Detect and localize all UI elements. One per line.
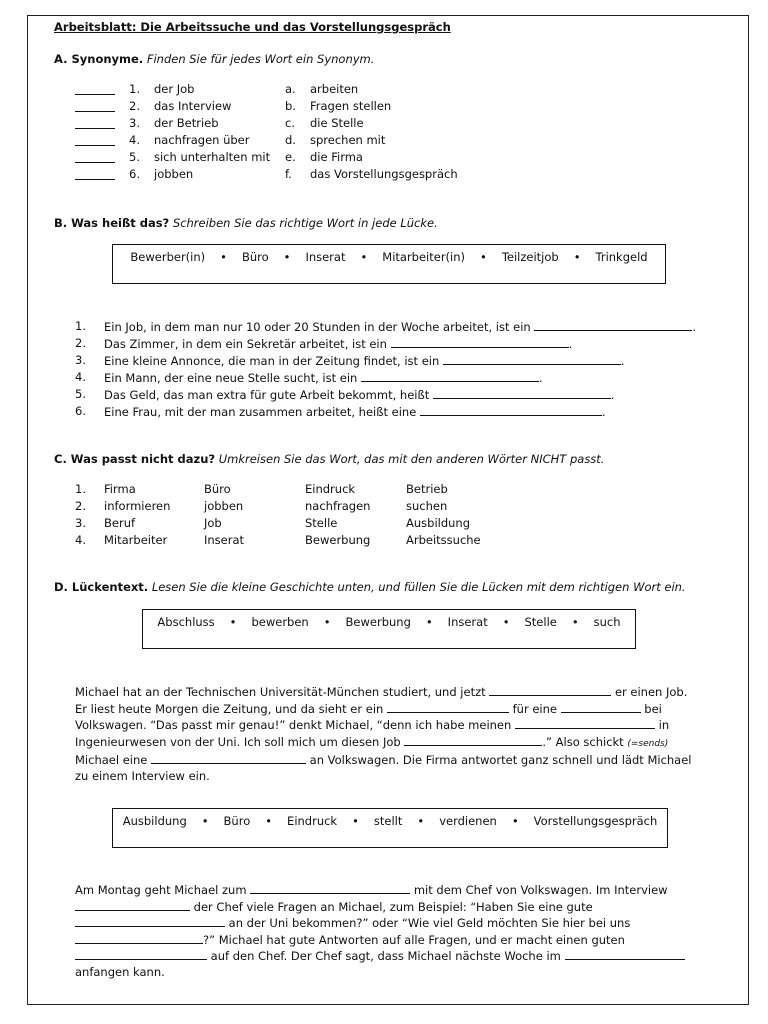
blank[interactable]	[404, 734, 542, 746]
circle-option-word[interactable]: Bewerbung	[305, 533, 371, 547]
bullet-separator: •	[220, 250, 227, 264]
bullet-separator: •	[201, 814, 209, 828]
bullet-separator: •	[571, 615, 579, 629]
item-number: 2.	[129, 99, 140, 113]
circle-option-word[interactable]: Büro	[204, 482, 231, 496]
word-bank-word: Mitarbeiter(in)	[382, 250, 466, 264]
answer-blank[interactable]	[75, 84, 115, 95]
bullet-separator: •	[417, 814, 425, 828]
item-number: 5.	[75, 387, 86, 401]
bullet-separator: •	[229, 615, 237, 629]
option-letter: a.	[285, 82, 296, 96]
word-bank-word: Büro	[241, 250, 269, 264]
word-bank-word: bewerben	[251, 615, 309, 629]
circle-option-word[interactable]: Eindruck	[305, 482, 356, 496]
word-bank-word: Bewerber(in)	[130, 250, 206, 264]
word-bank-word: Eindruck	[287, 814, 338, 828]
option-letter: c.	[285, 116, 295, 130]
section-d-heading	[54, 580, 686, 594]
word-bank-word: Abschluss	[157, 615, 215, 629]
blank[interactable]	[75, 899, 190, 911]
answer-blank[interactable]	[420, 404, 602, 416]
answer-blank[interactable]	[75, 118, 115, 129]
circle-option-word[interactable]: suchen	[406, 499, 448, 513]
blank[interactable]	[151, 752, 306, 764]
circle-option-word[interactable]: Mitarbeiter	[104, 533, 168, 547]
section-b-word-bank	[112, 244, 666, 284]
bullet-separator: •	[573, 250, 581, 264]
item-number: 1.	[129, 82, 140, 96]
option-letter: b.	[285, 99, 296, 113]
section-d-word-bank-2	[112, 808, 668, 848]
answer-blank[interactable]	[361, 370, 539, 382]
answer-blank[interactable]	[75, 169, 115, 180]
section-b-instruction: Schreiben Sie das richtige Wort in jede Lücke.	[172, 216, 438, 230]
bullet-separator: •	[360, 250, 368, 264]
fill-in-sentence: Das Zimmer, in dem ein Sekretär arbeitet, ist ein .	[104, 337, 573, 351]
item-word: der Betrieb	[154, 116, 219, 130]
word-bank-word: Inserat	[447, 615, 488, 629]
row-number: 4.	[75, 533, 86, 547]
word-bank-word: Trinkgeld	[595, 250, 648, 264]
circle-option-word[interactable]: Arbeitssuche	[406, 533, 481, 547]
section-d-word-bank-1	[142, 609, 636, 649]
section-a-heading	[54, 52, 374, 66]
section-d-instruction: Lesen Sie die kleine Geschichte unten, und füllen Sie die Lücken mit dem richtigen Wort ein.	[151, 580, 686, 594]
answer-blank[interactable]	[75, 135, 115, 146]
circle-option-word[interactable]: Job	[204, 516, 222, 530]
answer-blank[interactable]	[433, 387, 611, 399]
page-title: Arbeitsblatt: Die Arbeitssuche und das Vorstellungsgespräch	[54, 20, 451, 34]
option-letter: e.	[285, 150, 296, 164]
word-bank-word: Vorstellungsgespräch	[533, 814, 658, 828]
blank[interactable]	[565, 948, 685, 960]
word-bank-word: verdienen	[439, 814, 497, 828]
circle-option-word[interactable]: informieren	[104, 499, 171, 513]
circle-option-word[interactable]: Beruf	[104, 516, 136, 530]
item-word: jobben	[154, 167, 194, 181]
option-word: die Stelle	[310, 116, 364, 130]
bullet-separator: •	[480, 250, 487, 264]
circle-option-word[interactable]: Firma	[104, 482, 136, 496]
story-paragraph-2: Am Montag geht Michael zum mit dem Chef von Volkswagen. Im Interview der Chef viele Fragen an Michael, zum Beispiel: “Haben Sie eine gute an der Uni bekommen?” oder “Wie viel Geld möchten Sie hier bei uns ?” Michael hat gute Antworten auf alle Fragen, und er macht einen guten auf den Chef. Der Chef sagt, dass Michael nächste Woche im anfangen kann.	[75, 882, 695, 980]
bullet-separator: •	[265, 814, 273, 828]
item-number: 4.	[75, 370, 86, 384]
worksheet-page	[27, 15, 749, 1005]
section-b-label: B. Was heißt das?	[54, 216, 170, 230]
sentence-text: Das Zimmer, in dem ein Sekretär arbeitet, ist ein	[104, 337, 387, 351]
item-word: sich unterhalten mit	[154, 150, 271, 164]
option-letter: d.	[285, 133, 296, 147]
row-number: 2.	[75, 499, 86, 513]
blank[interactable]	[75, 932, 203, 944]
word-bank-word: Stelle	[524, 615, 557, 629]
item-number: 2.	[75, 336, 86, 350]
section-c-heading	[54, 452, 604, 466]
item-number: 4.	[129, 133, 140, 147]
word-bank-word: such	[593, 615, 621, 629]
sentence-text: Das Geld, das man extra für gute Arbeit bekommt, heißt	[104, 388, 430, 402]
blank[interactable]	[250, 882, 410, 894]
fill-in-sentence: Das Geld, das man extra für gute Arbeit bekommt, heißt .	[104, 388, 615, 402]
item-number: 3.	[75, 353, 86, 367]
fill-in-sentence: Ein Job, in dem man nur 10 oder 20 Stunden in der Woche arbeitet, ist ein .	[104, 320, 696, 334]
item-number: 5.	[129, 150, 140, 164]
option-word: die Firma	[310, 150, 363, 164]
bullet-separator: •	[283, 250, 291, 264]
option-word: Fragen stellen	[310, 99, 392, 113]
option-word: das Vorstellungsgespräch	[310, 167, 458, 181]
circle-option-word[interactable]: Inserat	[204, 533, 245, 547]
section-a-label: A. Synonyme.	[54, 52, 144, 66]
blank[interactable]	[75, 948, 207, 960]
word-bank-word: Teilzeitjob	[501, 250, 559, 264]
blank[interactable]	[75, 915, 225, 927]
word-bank-word: Büro	[223, 814, 251, 828]
circle-option-word[interactable]: Stelle	[305, 516, 338, 530]
fill-in-sentence: Eine kleine Annonce, die man in der Zeitung findet, ist ein .	[104, 354, 625, 368]
word-bank-word: stellt	[373, 814, 403, 828]
blank[interactable]	[387, 701, 509, 713]
answer-blank[interactable]	[391, 336, 569, 348]
item-word: nachfragen über	[154, 133, 250, 147]
blank[interactable]	[561, 701, 641, 713]
item-word: der Job	[154, 82, 195, 96]
bullet-separator: •	[511, 814, 519, 828]
circle-option-word[interactable]: jobben	[204, 499, 244, 513]
fill-in-sentence: Ein Mann, der eine neue Stelle sucht, ist ein .	[104, 371, 543, 385]
row-number: 3.	[75, 516, 86, 530]
section-a-instruction: Finden Sie für jedes Wort ein Synonym.	[146, 52, 375, 66]
sentence-text: Eine Frau, mit der man zusammen arbeitet, heißt eine	[104, 405, 417, 419]
option-letter: f.	[285, 167, 292, 181]
sentence-text: Eine kleine Annonce, die man in der Zeitung findet, ist ein	[104, 354, 440, 368]
bullet-separator: •	[323, 615, 331, 629]
section-d-label: D. Lückentext.	[54, 580, 149, 594]
blank[interactable]	[515, 717, 655, 729]
item-number: 3.	[129, 116, 140, 130]
answer-blank[interactable]	[75, 101, 115, 112]
section-b-heading	[54, 216, 438, 230]
word-bank-word: Inserat	[305, 250, 346, 264]
option-word: arbeiten	[310, 82, 359, 96]
bullet-separator: •	[425, 615, 433, 629]
item-number: 1.	[75, 319, 86, 333]
circle-option-word[interactable]: Betrieb	[406, 482, 448, 496]
fill-in-sentence: Eine Frau, mit der man zusammen arbeitet, heißt eine .	[104, 405, 606, 419]
circle-option-word[interactable]: nachfragen	[305, 499, 371, 513]
story-paragraph-1: Michael hat an der Technischen Universität-München studiert, und jetzt er einen Job. Er liest heute Morgen die Zeitung, und da sieht er ein für eine bei Volkswagen. “Das passt mir genau!” denkt Michael, “denn ich habe meinen in Ingenieurwesen von der Uni. Ich soll mich um diesen Job .” Also schickt (=sends) Michael eine an Volkswagen. Die Firma antwortet ganz schnell und lädt Michael zu einem Interview ein.	[75, 685, 692, 783]
bullet-separator: •	[502, 615, 510, 629]
item-number: 6.	[129, 167, 140, 181]
bullet-separator: •	[352, 814, 359, 828]
sentence-text: Ein Mann, der eine neue Stelle sucht, ist ein	[104, 371, 358, 385]
section-c-label: C. Was passt nicht dazu?	[54, 452, 216, 466]
blank[interactable]	[489, 684, 611, 696]
answer-blank[interactable]	[443, 353, 621, 365]
item-word: das Interview	[154, 99, 232, 113]
row-number: 1.	[75, 482, 86, 496]
answer-blank[interactable]	[534, 319, 692, 331]
word-bank-word: Bewerbung	[345, 615, 411, 629]
option-word: sprechen mit	[310, 133, 386, 147]
sentence-text: Ein Job, in dem man nur 10 oder 20 Stunden in der Woche arbeitet, ist ein	[104, 320, 531, 334]
circle-option-word[interactable]: Ausbildung	[406, 516, 471, 530]
answer-blank[interactable]	[75, 152, 115, 163]
item-number: 6.	[75, 404, 86, 418]
word-bank-word: Ausbildung	[122, 814, 187, 828]
section-c-instruction: Umkreisen Sie das Wort, das mit den anderen Wörter NICHT passt.	[218, 452, 605, 466]
